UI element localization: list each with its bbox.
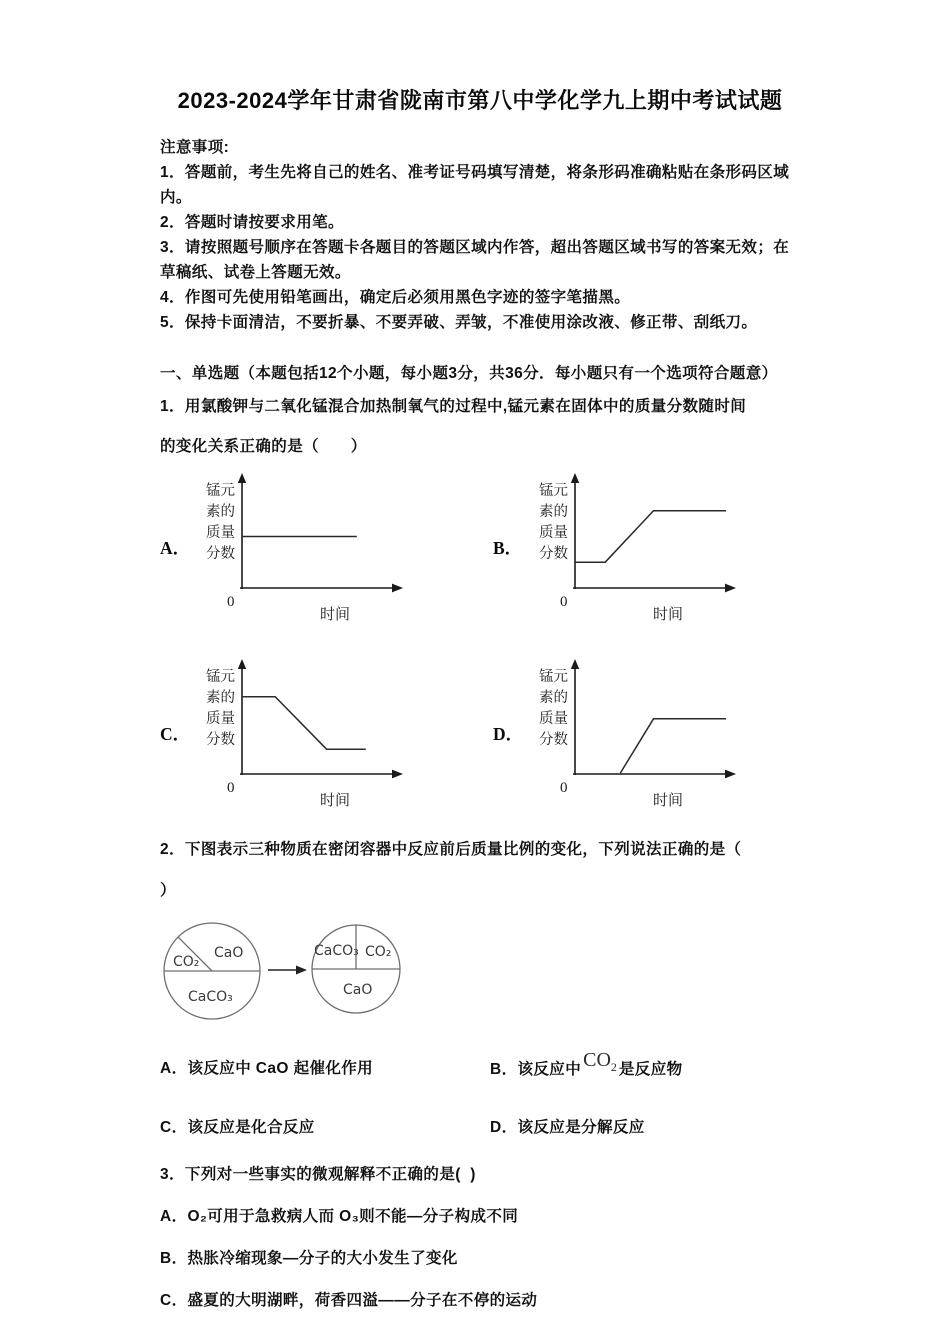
x-axis-label: 时间 [320,792,351,809]
y-axis-label: 质量 [206,711,235,727]
q1-option-d [493,655,800,813]
y-axis-label: 素的 [539,690,568,706]
y-axis-label: 素的 [206,504,235,520]
formula-subscript: 2 [610,1060,617,1074]
y-axis-label: 分数 [539,732,568,748]
y-axis-label: 质量 [206,525,235,541]
question-3-text: 3．下列对一些事实的微观解释不正确的是( ) [160,1166,476,1183]
trend-graph-d [527,655,762,813]
question-2-options [160,1049,800,1140]
pie-after [312,925,400,1013]
y-axis-label: 素的 [206,690,235,706]
trend-graph-b [527,469,762,627]
q2-option-d: D．该反应是分解反应 [490,1119,645,1136]
q3-option-c: C．盛夏的大明湖畔，荷香四溢——分子在不停的运动 [160,1292,538,1309]
q3-option-b: B．热胀冷缩现象—分子的大小发生了变化 [160,1250,458,1267]
y-axis-label: 锰元 [206,483,235,499]
y-axis-arrow-icon [571,473,579,483]
pie-slice-label: CaO [214,945,244,961]
x-axis-arrow-icon [725,770,736,779]
q3-option-a: A．O₂可用于急救病人而 O₃则不能—分子构成不同 [160,1208,519,1225]
origin-label: 0 [560,594,568,610]
pie-slice-label: CaCO₃ [314,943,359,959]
pie-slice-label: CaO [343,982,373,998]
q1-option-a [160,469,493,627]
question-2-text-continued: ） [160,882,176,899]
x-axis-label: 时间 [653,606,684,623]
notice-item: 5．保持卡面清洁，不要折暴、不要弄破、弄皱，不准使用涂改液、修正带、刮纸刀。 [160,314,758,331]
question-1-text: 1．用氯酸钾与二氧化锰混合加热制氧气的过程中,锰元素在固体中的质量分数随时间 [160,398,747,415]
trend-line [620,719,726,773]
notice-item: 4．作图可先使用铅笔画出，确定后必须用黑色字迹的签字笔描黑。 [160,289,631,306]
notice-item: 2．答题时请按要求用笔。 [160,214,344,231]
y-axis-label: 锰元 [539,669,568,685]
co2-formula [581,1049,619,1074]
notices-heading: 注意事项: [160,139,230,156]
option-letter-b: B． [493,538,523,558]
y-axis-label: 分数 [206,546,235,562]
x-axis-arrow-icon [392,584,403,593]
reaction-pie-diagram [160,913,410,1031]
option-letter-d: D． [493,724,524,744]
question-1-text-continued: 的变化关系正确的是（ ） [160,438,367,455]
q2-option-c: C．该反应是化合反应 [160,1119,315,1136]
trend-line [242,697,366,750]
y-axis-label: 分数 [539,546,568,562]
notice-item: 3．请按照题号顺序在答题卡各题目的答题区域内作答，超出答题区域书写的答案无效；在草稿纸、试卷上答题无效。 [160,239,790,281]
pie-slice-label: CaCO₃ [188,989,233,1005]
option-letter-c: C． [160,724,191,744]
origin-label: 0 [560,780,568,796]
notices-block [160,135,800,335]
formula-symbol: CO [583,1049,611,1071]
y-axis-label: 锰元 [206,669,235,685]
y-axis-label: 质量 [539,711,568,727]
pie-before [164,923,260,1019]
trend-graph-a [194,469,429,627]
q2-option-b-suffix: 是反应物 [618,1061,683,1078]
q1-option-b [493,469,800,627]
q2-option-a: A．该反应中 CaO 起催化作用 [160,1060,374,1077]
pie-slice-label: CO₂ [365,944,392,960]
reaction-arrow-icon [268,966,307,975]
pie-slice-label: CO₂ [173,954,200,970]
y-axis-label: 锰元 [539,483,568,499]
x-axis-arrow-icon [725,584,736,593]
option-letter-a: A． [160,538,191,558]
page-title: 2023-2024学年甘肃省陇南市第八中学化学九上期中考试试题 [177,88,783,113]
section-heading: 一、单选题（本题包括12个小题，每小题3分，共36分．每小题只有一个选项符合题意） [160,365,778,382]
y-axis-label: 质量 [539,525,568,541]
notice-item: 1．答题前，考生先将自己的姓名、准考证号码填写清楚，将条形码准确粘贴在条形码区域内。 [160,164,790,206]
trend-graph-c [194,655,429,813]
q2-option-b-prefix: B．该反应中 [490,1061,582,1078]
trend-line [575,511,726,563]
y-axis-arrow-icon [238,473,246,483]
y-axis-arrow-icon [571,659,579,669]
origin-label: 0 [227,594,235,610]
y-axis-arrow-icon [238,659,246,669]
x-axis-arrow-icon [392,770,403,779]
y-axis-label: 素的 [539,504,568,520]
question-1-option-graphs [160,469,800,813]
x-axis-label: 时间 [653,792,684,809]
origin-label: 0 [227,780,235,796]
x-axis-label: 时间 [320,606,351,623]
y-axis-label: 分数 [206,732,235,748]
question-2-text: 2．下图表示三种物质在密闭容器中反应前后质量比例的变化，下列说法正确的是（ [160,841,742,858]
q2-option-b [490,1049,800,1088]
q1-option-c [160,655,493,813]
